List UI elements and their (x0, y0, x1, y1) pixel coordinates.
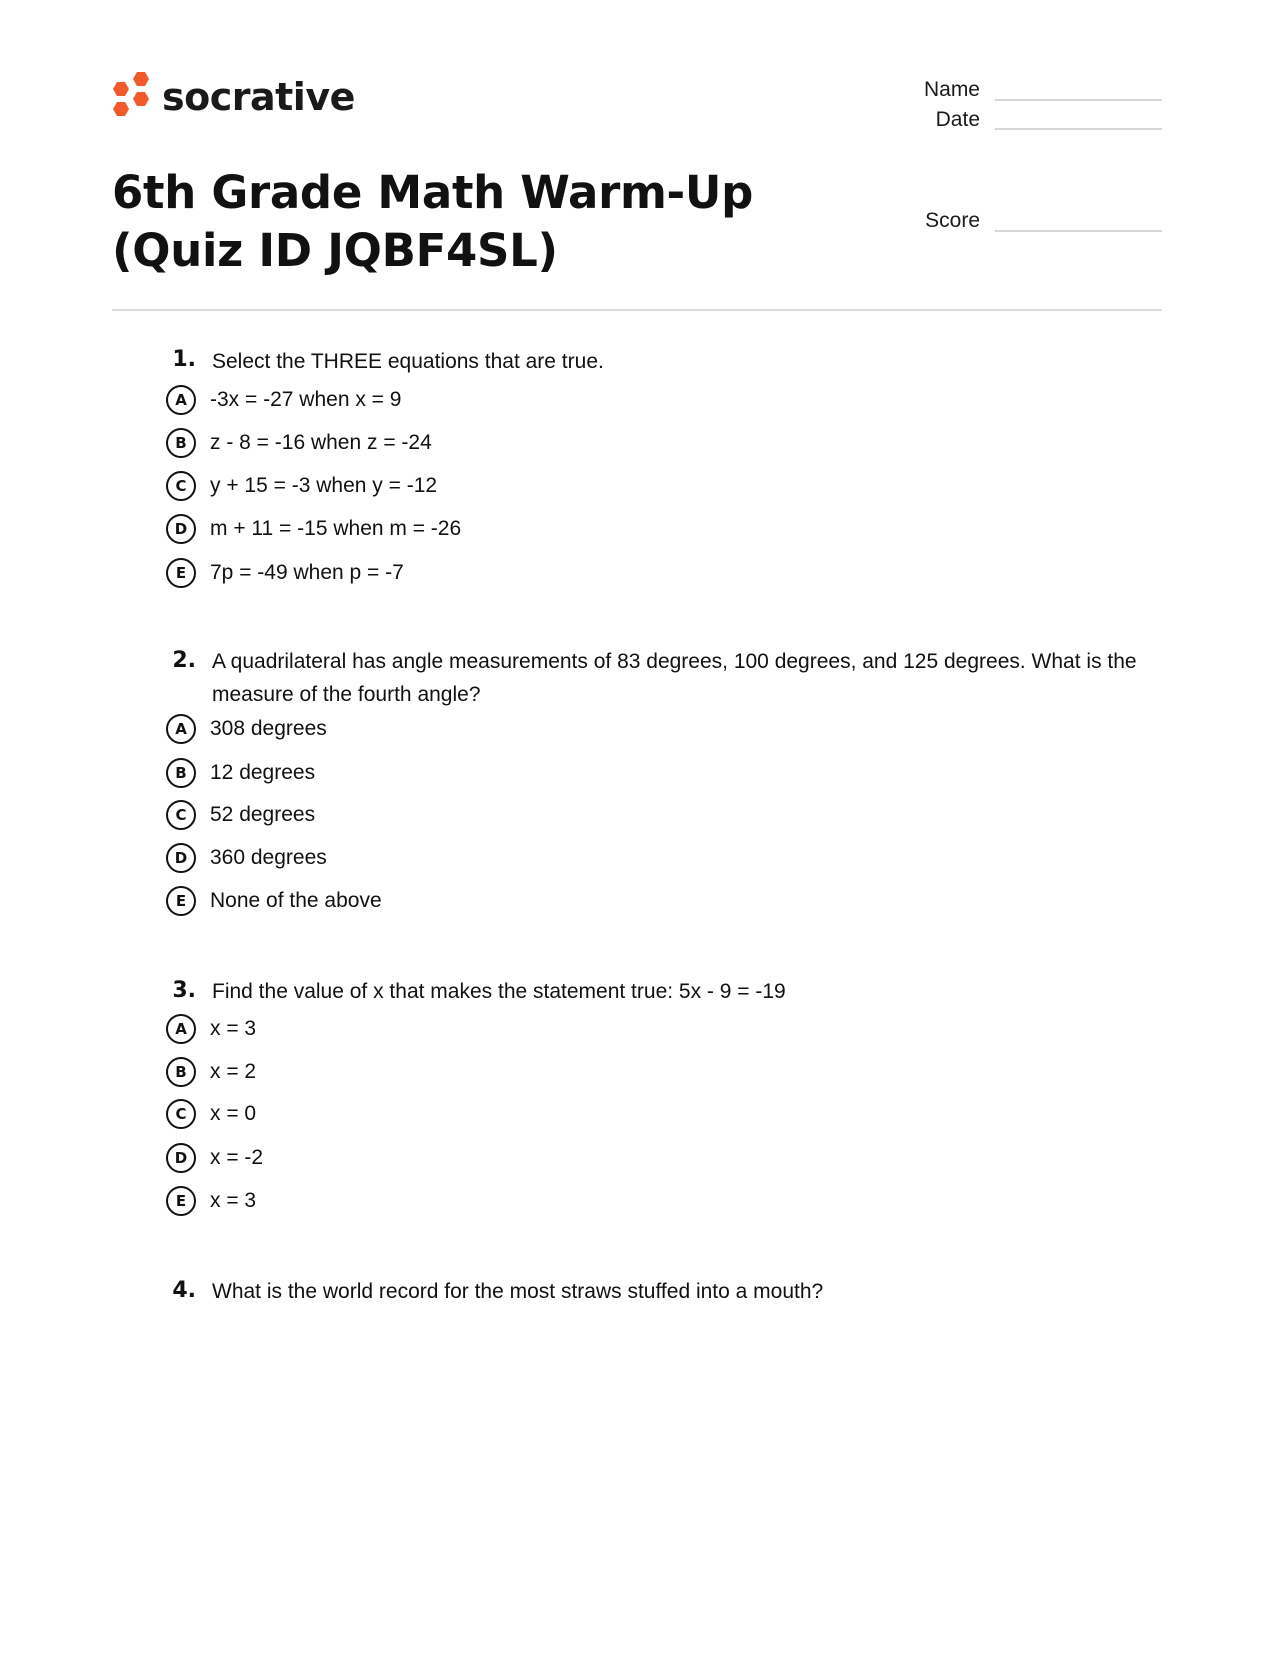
option-d[interactable] (166, 1141, 263, 1175)
option-text: x = -2 (210, 1146, 264, 1169)
question-number: 2. (172, 648, 196, 673)
hexagon-cluster-icon (111, 72, 151, 122)
question-text: What is the world record for the most straws stuffed into a mouth? (212, 1280, 824, 1303)
option-c[interactable] (166, 798, 315, 832)
option-e[interactable] (166, 884, 382, 918)
brand-name: socrative (162, 75, 355, 119)
option-bubble[interactable]: B (166, 1057, 196, 1087)
option-text: None of the above (210, 889, 382, 912)
date-label: Date (935, 108, 980, 131)
date-field[interactable] (995, 128, 1162, 130)
question-number: 1. (172, 347, 196, 372)
question-number: 4. (172, 1278, 196, 1303)
option-text: 308 degrees (210, 717, 327, 740)
option-e[interactable] (166, 556, 404, 590)
option-text: -3x = -27 when x = 9 (210, 388, 402, 411)
option-text: y + 15 = -3 when y = -12 (210, 474, 438, 497)
option-bubble[interactable]: C (166, 800, 196, 830)
option-c[interactable] (166, 469, 437, 503)
option-text: m + 11 = -15 when m = -26 (210, 517, 462, 540)
question-number: 3. (172, 978, 196, 1003)
question-text: A quadrilateral has angle measurements of 83 degrees, 100 degrees, and 125 degrees. What is the measure of the fourth angle? (212, 650, 1137, 706)
header-divider (112, 309, 1162, 311)
option-bubble[interactable]: E (166, 1186, 196, 1216)
option-text: 12 degrees (210, 761, 316, 784)
option-bubble[interactable]: D (166, 843, 196, 873)
option-bubble[interactable]: B (166, 428, 196, 458)
name-field[interactable] (995, 99, 1162, 101)
option-text: x = 0 (210, 1102, 257, 1125)
option-bubble[interactable]: A (166, 385, 196, 415)
socrative-logo (111, 72, 355, 124)
option-d[interactable] (166, 512, 461, 546)
option-bubble[interactable]: E (166, 886, 196, 916)
option-b[interactable] (166, 756, 315, 790)
option-b[interactable] (166, 426, 432, 460)
question-text: Select the THREE equations that are true. (212, 350, 604, 373)
option-a[interactable] (166, 712, 327, 746)
option-bubble[interactable]: B (166, 758, 196, 788)
option-text: 7p = -49 when p = -7 (210, 561, 404, 584)
option-bubble[interactable]: D (166, 1143, 196, 1173)
option-bubble[interactable]: A (166, 714, 196, 744)
quiz-title: 6th Grade Math Warm-Up (Quiz ID JQBF4SL) (112, 166, 754, 277)
score-label: Score (925, 209, 980, 232)
option-bubble[interactable]: E (166, 558, 196, 588)
option-text: x = 2 (210, 1060, 257, 1083)
option-text: 360 degrees (210, 846, 327, 869)
option-bubble[interactable]: D (166, 514, 196, 544)
option-a[interactable] (166, 383, 401, 417)
option-text: z - 8 = -16 when z = -24 (210, 431, 432, 454)
option-text: x = 3 (210, 1017, 257, 1040)
option-b[interactable] (166, 1055, 256, 1089)
option-text: x = 3 (210, 1189, 257, 1212)
option-text: 52 degrees (210, 803, 316, 826)
option-bubble[interactable]: C (166, 471, 196, 501)
question-text: Find the value of x that makes the statement true: 5x - 9 = -19 (212, 980, 786, 1003)
option-bubble[interactable]: C (166, 1099, 196, 1129)
name-label: Name (923, 78, 980, 101)
option-c[interactable] (166, 1097, 256, 1131)
option-a[interactable] (166, 1012, 256, 1046)
option-bubble[interactable]: A (166, 1014, 196, 1044)
option-d[interactable] (166, 841, 327, 875)
score-field[interactable] (995, 230, 1162, 232)
option-e[interactable] (166, 1184, 256, 1218)
